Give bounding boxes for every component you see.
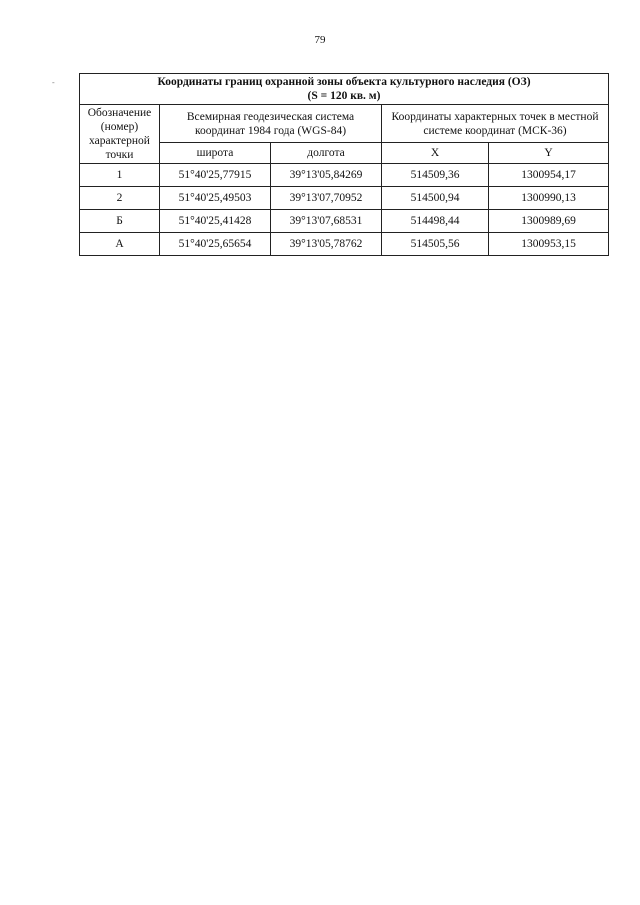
cell-x: 514505,56 xyxy=(382,233,489,256)
table-subtitle: (S = 120 кв. м) xyxy=(307,90,381,102)
table-title: Координаты границ охранной зоны объекта культурного наследия (ОЗ) xyxy=(157,76,531,88)
table-row xyxy=(80,210,609,233)
cell-longitude: 39°13'05,84269 xyxy=(271,164,382,187)
header-y: Y xyxy=(489,143,609,164)
cell-point: 2 xyxy=(80,187,160,210)
cell-longitude: 39°13'07,70952 xyxy=(271,187,382,210)
header-x: X xyxy=(382,143,489,164)
header-wgs84: Всемирная геодезическая система координат 1984 года (WGS-84) xyxy=(160,105,382,143)
table-row xyxy=(80,233,609,256)
cell-x: 514500,94 xyxy=(382,187,489,210)
table-title-row xyxy=(80,74,609,105)
cell-longitude: 39°13'05,78762 xyxy=(271,233,382,256)
table-row xyxy=(80,164,609,187)
cell-point: А xyxy=(80,233,160,256)
coordinates-table xyxy=(79,73,609,256)
cell-point: 1 xyxy=(80,164,160,187)
cell-y: 1300954,17 xyxy=(489,164,609,187)
subheader-row xyxy=(80,143,609,164)
header-latitude: широта xyxy=(160,143,271,164)
cell-x: 514498,44 xyxy=(382,210,489,233)
cell-latitude: 51°40'25,49503 xyxy=(160,187,271,210)
cell-longitude: 39°13'07,68531 xyxy=(271,210,382,233)
table-row xyxy=(80,187,609,210)
header-longitude: долгота xyxy=(271,143,382,164)
header-row xyxy=(80,105,609,143)
cell-y: 1300989,69 xyxy=(489,210,609,233)
cell-point: Б xyxy=(80,210,160,233)
page-number: 79 xyxy=(314,34,326,46)
cell-latitude: 51°40'25,65654 xyxy=(160,233,271,256)
cell-y: 1300953,15 xyxy=(489,233,609,256)
cell-latitude: 51°40'25,77915 xyxy=(160,164,271,187)
header-local-system: Координаты характерных точек в местной системе координат (МСК-36) xyxy=(382,105,609,143)
header-point: Обозначение (номер) характерной точки xyxy=(80,105,160,164)
cell-x: 514509,36 xyxy=(382,164,489,187)
cell-latitude: 51°40'25,41428 xyxy=(160,210,271,233)
cell-y: 1300990,13 xyxy=(489,187,609,210)
table-title-cell xyxy=(80,74,609,105)
scan-mark: - xyxy=(52,78,55,87)
